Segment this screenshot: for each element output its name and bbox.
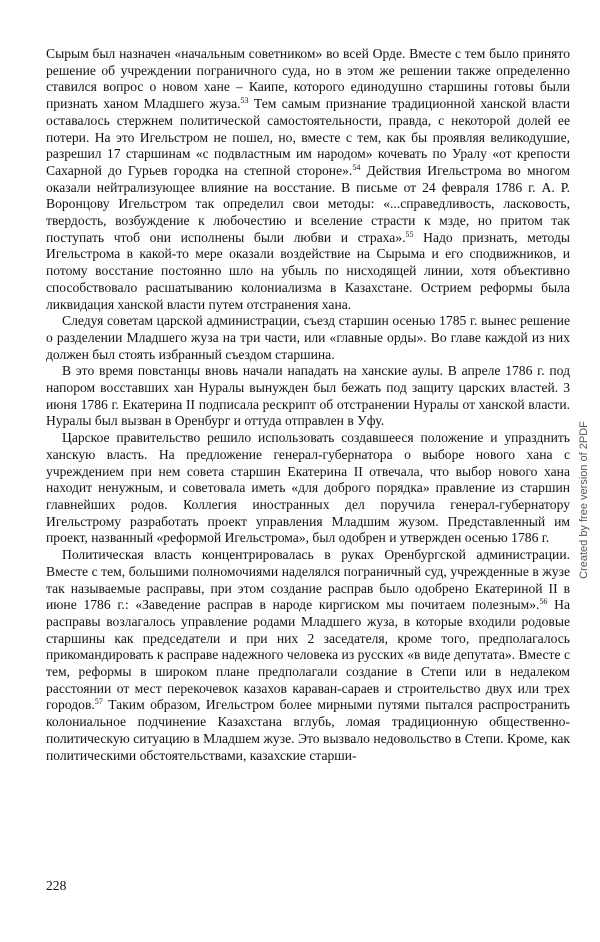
paragraph — [46, 430, 570, 547]
paragraph-text: Надо признать, методы Игельстрома в какой-то мере оказали воздействие на Сырыма и его сподвижников, и потому восстание постоянно шло на убыль по нисходящей линии, хотя объективно способствовало расшатыванию колониализма в Казахстане. Острием реформы была ликвидация ханской власти путем отстранения хана. — [46, 229, 570, 312]
paragraph-text: Царское правительство решило использовать создавшееся положение и упразднить ханскую власть. На предложение генерал-губернатора о выборе нового хана с учреждением при нем совета старшин Екатерина II отвечала, что выбор нового хана находит ненужным, и советовала иметь «для доброго порядка» правление из старшин главнейших родов. Коллегия иностранных дел поручила генерал-губернатору Игельстрому разработать проект управления Младшим жузом. Представленный им проект, названный «реформой Игельстрома», был одобрен и утвержден осенью 1786 г. — [46, 430, 570, 546]
footnote-ref: 55 — [405, 229, 414, 239]
paragraph-text: Таким образом, Игельстром более мирными путями пытался распространить колониальное подчинение Казахстана вглубь, ломая традиционную общественно-политическую ситуацию в Младшем жузе. Это вызвало недовольство в Степи. Кроме, как политическими обстоятельствами, казахские старши- — [46, 697, 570, 763]
paragraph-text: Действия Игельстрома во многом оказали нейтрализующее влияние на восстание. В письме от 24 февраля 1786 г. А. Р. Воронцову Игельстром так определил свои методы: «...справедливость, ласковость, твердость, возбуждение к любочестию и вселение страсти к мзде, но притом так поступать чтоб они исполнены были любви и страха». — [46, 162, 571, 245]
footnote-ref: 57 — [94, 697, 103, 707]
footnote-ref: 54 — [352, 162, 361, 172]
paragraph-text: Следуя советам царской администрации, съезд старшин осенью 1785 г. вынес решение о разделении Младшего жуза на три части, или «главные орды». Во главе каждой из них должен был стоять избранный съездом старшина. — [46, 313, 570, 362]
paragraph-text: Сырым был назначен «начальным советником» во всей Орде. Вместе с тем было принято решение об учреждении пограничного суда, но в этом же решении также определенно ставился вопрос о новом хане – Каипе, которого единодушно старшины готовы были признать ханом Младшего жуза. — [46, 46, 570, 112]
paragraph — [46, 313, 570, 363]
paragraph — [46, 46, 570, 313]
footnote-ref: 53 — [240, 96, 249, 106]
page-number: 228 — [46, 878, 67, 893]
watermark — [578, 340, 596, 660]
paragraph-text: На расправы возлагалось управление родами Младшего жуза, в которые входили родовые старшины как председатели и при них 2 заседателя, кроме того, предполагалось прикомандировать к расправе надежного человека из русских «в виде депутата». Вместе с тем, реформы в широком плане предполагали создание в Степи или в недалеком расстоянии от мест перекочевок казахов караван-сараев и строительство двух или трех городов. — [46, 597, 570, 713]
paragraph — [46, 363, 570, 430]
paragraph — [46, 547, 570, 764]
footnote-ref: 56 — [539, 597, 548, 607]
paragraph-text: В это время повстанцы вновь начали нападать на ханские аулы. В апреле 1786 г. под напором восставших хан Нуралы вынужден был бежать под защиту царских властей. 3 июня 1786 г. Екатерина II подписала рескрипт об отстранении Нуралы от ханской власти. Нуралы был вызван в Оренбург и оттуда отправлен в Уфу. — [46, 363, 570, 429]
watermark-text: Created by free version of 2PDF — [578, 421, 590, 579]
page-body — [46, 46, 570, 764]
paragraph-text: Политическая власть концентрировалась в руках Оренбургской администрации. Вместе с тем, большими полномочиями наделялся пограничный суд, учрежденные в жузе так называемые расправы, при этом создание расправ было одобрено Екатериной II в июне 1786 г.: «Заведение расправ в народе киргиском мы почитаем полезным». — [46, 547, 570, 613]
paragraph-text: Тем самым признание традиционной ханской власти оставалось стержнем политической самостоятельности, правда, с некоторой долей ее потери. На это Игельстром не пошел, но, вместе с тем, как бы проявляя великодушие, разрешил 17 старшинам «с подвластным им народом» кочевать по Уралу «от крепости Сахарной до Гурьев городка на степной стороне». — [46, 96, 570, 178]
